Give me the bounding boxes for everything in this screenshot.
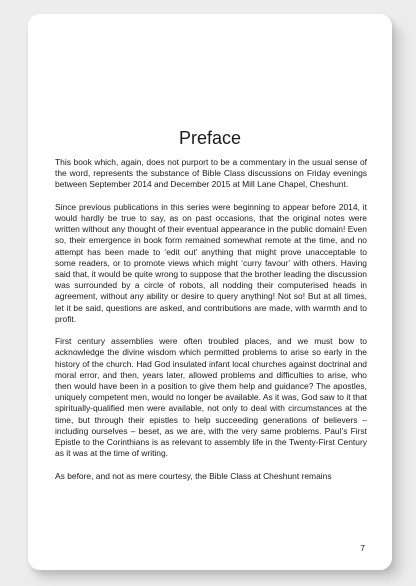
paragraph: This book which, again, does not purport to be a commentary in the usual sense of the word, represents the substance of Bible Class discussions on Friday evenings between September 2014 and December 2015 at Mill Lane Chapel, Cheshunt.: [55, 157, 367, 190]
paragraph: As before, and not as mere courtesy, the Bible Class at Cheshunt remains: [55, 470, 332, 481]
book-page: [28, 14, 392, 570]
page-number: 7: [360, 543, 365, 553]
paragraph: Since previous publications in this series were beginning to appear before 2014, it would hardly be true to say, as on past occasions, that the original notes were written without any thought of their eventual appearance in the public domain! Even so, their emergence in book form remained somewhat remote at the time, and no attempt has been made to ‘edit out’ anything that might prove unacceptable to some readers, or to promote views which might ‘curry favour’ with others. Having said that, it would be quite wrong to suppose that the brother leading the discussion was surrounded by a circle of robots, all nodding their computerised heads in agreement, without any ability or desire to query anything! Not so! But at all times, let it be said, questions are asked, and contributions are made, with warmth and to profit.: [55, 201, 367, 324]
paragraph: First century assemblies were often troubled places, and we must bow to acknowledge the divine wisdom which permitted problems to arise so early in the history of the church. Had God insulated infant local churches against doctrinal and moral error, and then, years later, allowed problems and difficulties to arise, who then would have been in a position to give them help and guidance? The apostles, uniquely competent men, would no longer be available. As it was, God saw to it that spiritually-qualified men were available, not only to deal with circumstances at the time, but through their epistles to help succeeding generations of believers – including ourselves – beset, as we are, with the very same problems. Paul’s First Epistle to the Corinthians is as relevant to assembly life in the Twenty-First Century as it was at the time of writing.: [55, 336, 367, 459]
page-body: [55, 157, 367, 493]
page-heading: Preface: [178, 128, 242, 148]
